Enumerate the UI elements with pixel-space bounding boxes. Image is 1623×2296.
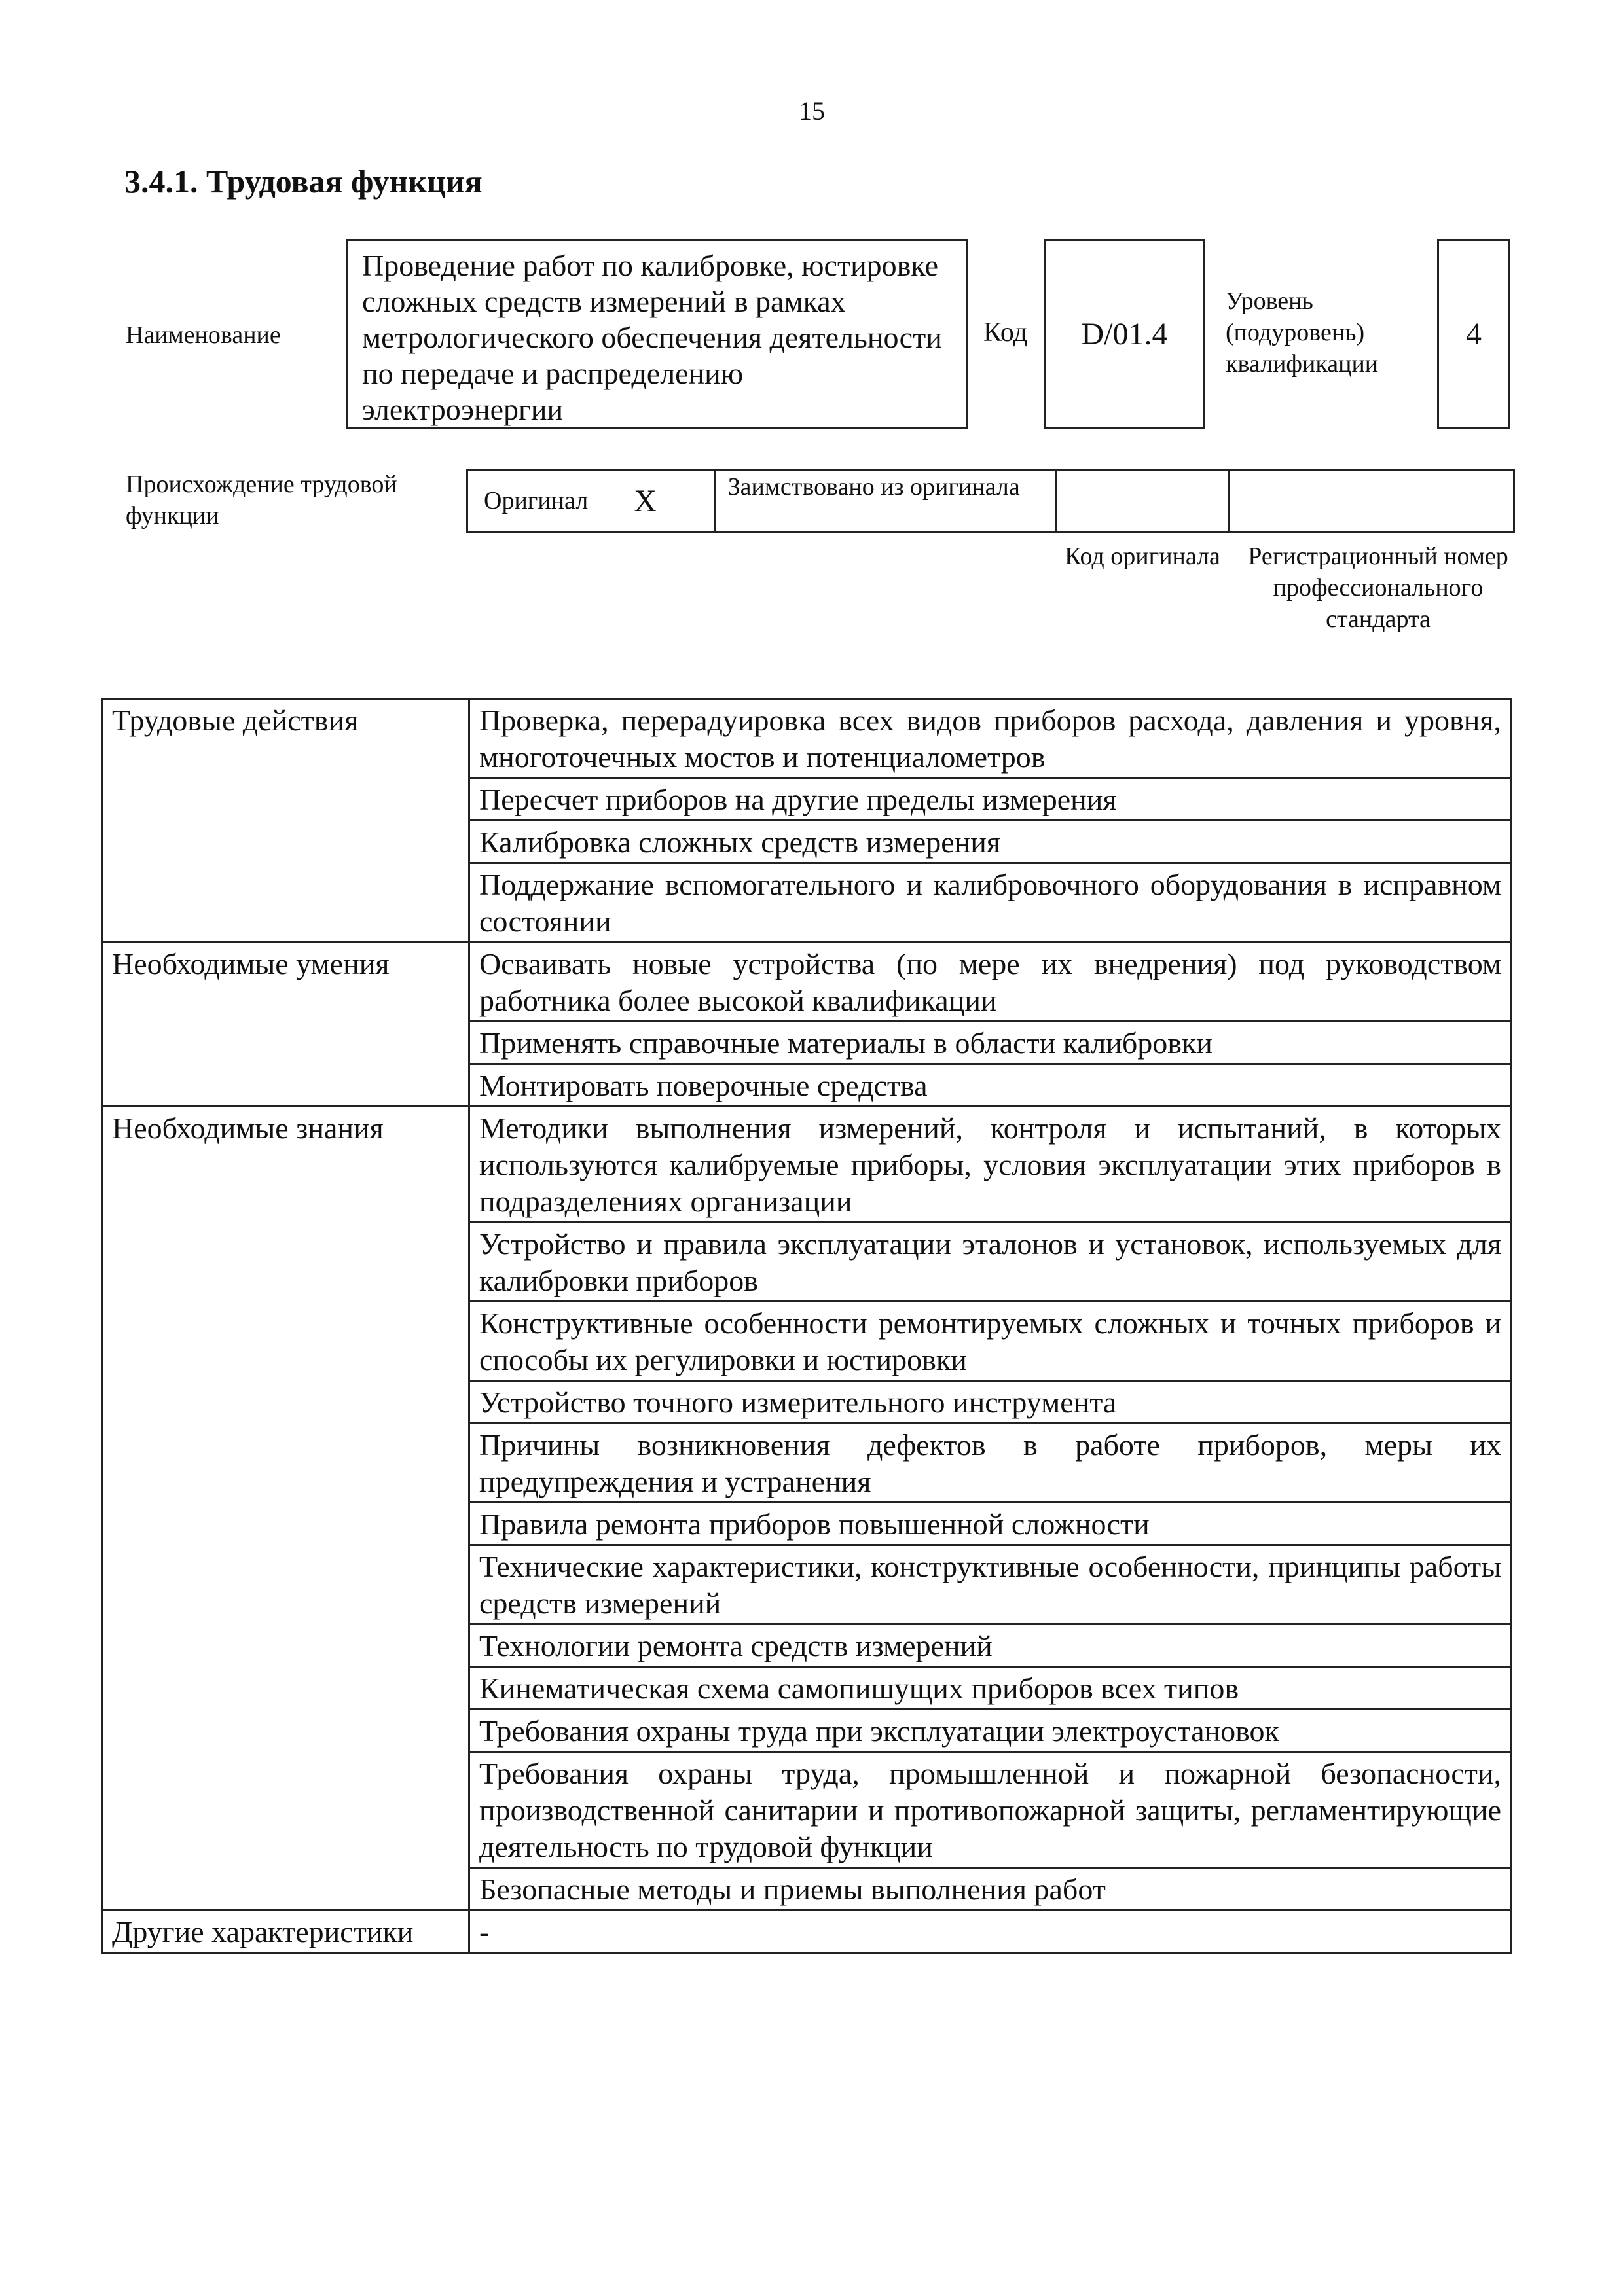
other-value: - (469, 1910, 1512, 1953)
section-item: Устройство точного измерительного инструмента (469, 1381, 1512, 1424)
code-label: Код (983, 317, 1028, 348)
origin-label: Происхождение трудовой функции (126, 471, 397, 529)
competency-table (101, 698, 1512, 1954)
table-row (102, 1107, 1512, 1223)
function-name-text: Проведение работ по калибровке, юстировке сложных средств измерений в рамках метрологического обеспечения деятельности по передаче и распределению электроэнергии (362, 249, 942, 426)
code-caption: Код оригинала (1065, 543, 1220, 570)
reg-caption: Регистрационный номер профессионального стандарта (1248, 543, 1508, 633)
original-mark: X (634, 483, 657, 518)
section-label: Необходимые умения (102, 942, 469, 1107)
section-item: Проверка, перерадуировка всех видов приборов расхода, давления и уровня, многоточечных мостов и потенциалометров (469, 699, 1512, 778)
table-row (102, 1910, 1512, 1953)
name-label: Наименование (126, 321, 281, 349)
original-label: Оригинал (484, 487, 589, 514)
section-item: Технические характеристики, конструктивные особенности, принципы работы средств измерений (469, 1545, 1512, 1624)
level-label: Уровень (подуровень) квалификации (1226, 287, 1379, 378)
section-item: Пересчет приборов на другие пределы измерения (469, 778, 1512, 821)
section-item: Безопасные методы и приемы выполнения работ (469, 1868, 1512, 1910)
level-box (1437, 239, 1510, 429)
origin-reg-cell (1230, 471, 1513, 531)
origin-table (466, 469, 1515, 533)
section-item: Применять справочные материалы в области калибровки (469, 1022, 1512, 1064)
section-item: Устройство и правила эксплуатации эталонов и установок, используемых для калибровки приборов (469, 1223, 1512, 1302)
section-label: Трудовые действия (102, 699, 469, 942)
origin-code-cell (1057, 471, 1230, 531)
other-label: Другие характеристики (102, 1910, 469, 1953)
code-box (1044, 239, 1205, 429)
section-item: Правила ремонта приборов повышенной сложности (469, 1503, 1512, 1545)
origin-borrowed-cell (716, 471, 1057, 531)
section-item: Технологии ремонта средств измерений (469, 1624, 1512, 1667)
section-title: 3.4.1. Трудовая функция (124, 163, 483, 200)
section-item: Методики выполнения измерений, контроля и испытаний, в которых используются калибруемые приборы, условия эксплуатации этих приборов в подразделениях организации (469, 1107, 1512, 1223)
table-row (102, 942, 1512, 1022)
level-value: 4 (1466, 316, 1482, 351)
origin-original-cell (468, 471, 716, 531)
section-item: Требования охраны труда при эксплуатации электроустановок (469, 1710, 1512, 1752)
section-item: Причины возникновения дефектов в работе приборов, меры их предупреждения и устранения (469, 1424, 1512, 1503)
borrowed-label: Заимствовано из оригинала (727, 473, 1020, 501)
table-row (102, 699, 1512, 778)
section-item: Поддержание вспомогательного и калибровочного оборудования в исправном состоянии (469, 863, 1512, 942)
section-label: Необходимые знания (102, 1107, 469, 1910)
function-name-box (346, 239, 968, 429)
section-item: Кинематическая схема самопишущих приборов всех типов (469, 1667, 1512, 1710)
section-item: Монтировать поверочные средства (469, 1064, 1512, 1107)
section-item: Осваивать новые устройства (по мере их внедрения) под руководством работника более высокой квалификации (469, 942, 1512, 1022)
code-value: D/01.4 (1081, 316, 1168, 351)
page-number: 15 (799, 96, 825, 126)
section-item: Требования охраны труда, промышленной и пожарной безопасности, производственной санитарии и противопожарной защиты, регламентирующие деятельность по трудовой функции (469, 1752, 1512, 1868)
section-item: Калибровка сложных средств измерения (469, 821, 1512, 863)
section-item: Конструктивные особенности ремонтируемых сложных и точных приборов и способы их регулировки и юстировки (469, 1302, 1512, 1381)
